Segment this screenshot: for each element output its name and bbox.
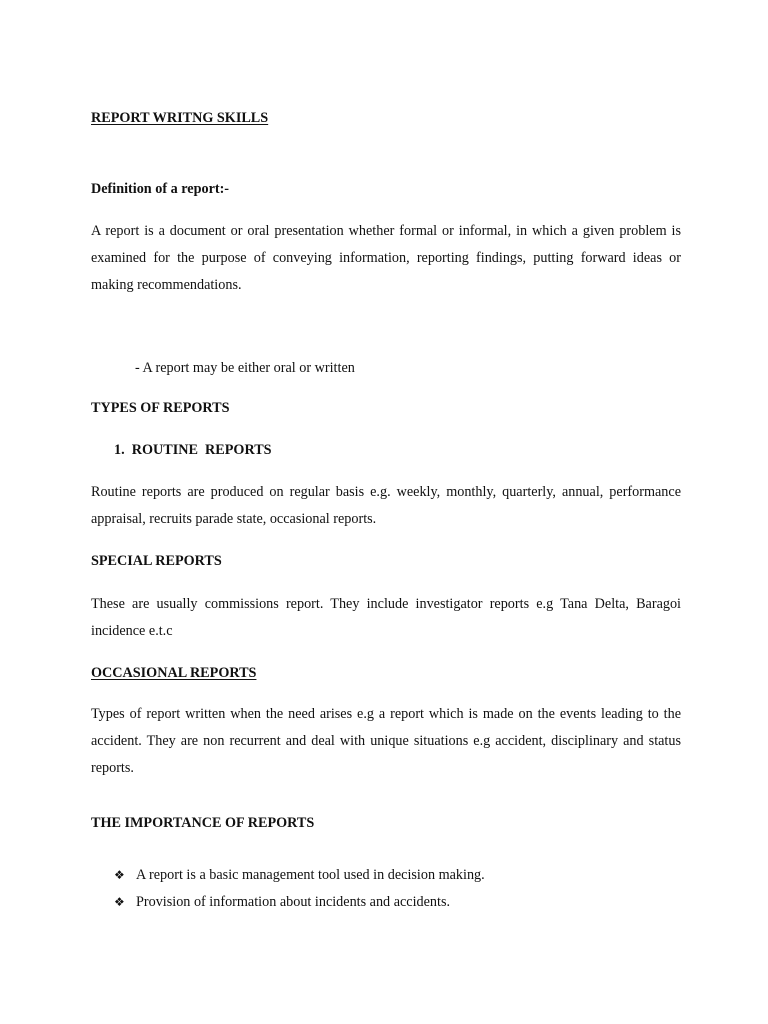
routine-number: 1. [114, 442, 125, 458]
occasional-paragraph: Types of report written when the need arises e.g a report which is made on the events leading to the accident. They are non recurrent and deal with unique situations e.g accident, disciplinary and status reports. [91, 706, 681, 776]
types-heading: TYPES OF REPORTS [91, 400, 230, 416]
list-item-text: A report is a basic management tool used in decision making. [136, 867, 485, 883]
importance-heading: THE IMPORTANCE OF REPORTS [91, 815, 315, 831]
routine-heading [114, 441, 272, 459]
diamond-bullet-icon: ❖ [114, 895, 125, 909]
definition-paragraph: A report is a document or oral presentation whether formal or informal, in which a given problem is examined for the purpose of conveying information, reporting findings, putting forward ideas or making recommendations. [91, 223, 681, 293]
special-heading: SPECIAL REPORTS [91, 553, 222, 569]
special-paragraph: These are usually commissions report. They include investigator reports e.g Tana Delta, Baragoi incidence e.t.c [91, 596, 681, 639]
routine-paragraph: Routine reports are produced on regular basis e.g. weekly, monthly, quarterly, annual, performance appraisal, recruits parade state, occasional reports. [91, 484, 681, 527]
document-title: REPORT WRITNG SKILLS [91, 110, 269, 126]
diamond-bullet-icon: ❖ [114, 868, 125, 882]
definition-heading: Definition of a report:- [91, 181, 230, 197]
list-item [114, 893, 450, 911]
occasional-heading: OCCASIONAL REPORTS [91, 665, 257, 681]
list-item-text: Provision of information about incidents and accidents. [136, 894, 451, 910]
list-item [114, 866, 485, 884]
definition-note: - A report may be either oral or written [135, 360, 355, 377]
routine-heading-label: ROUTINE REPORTS [131, 442, 272, 458]
